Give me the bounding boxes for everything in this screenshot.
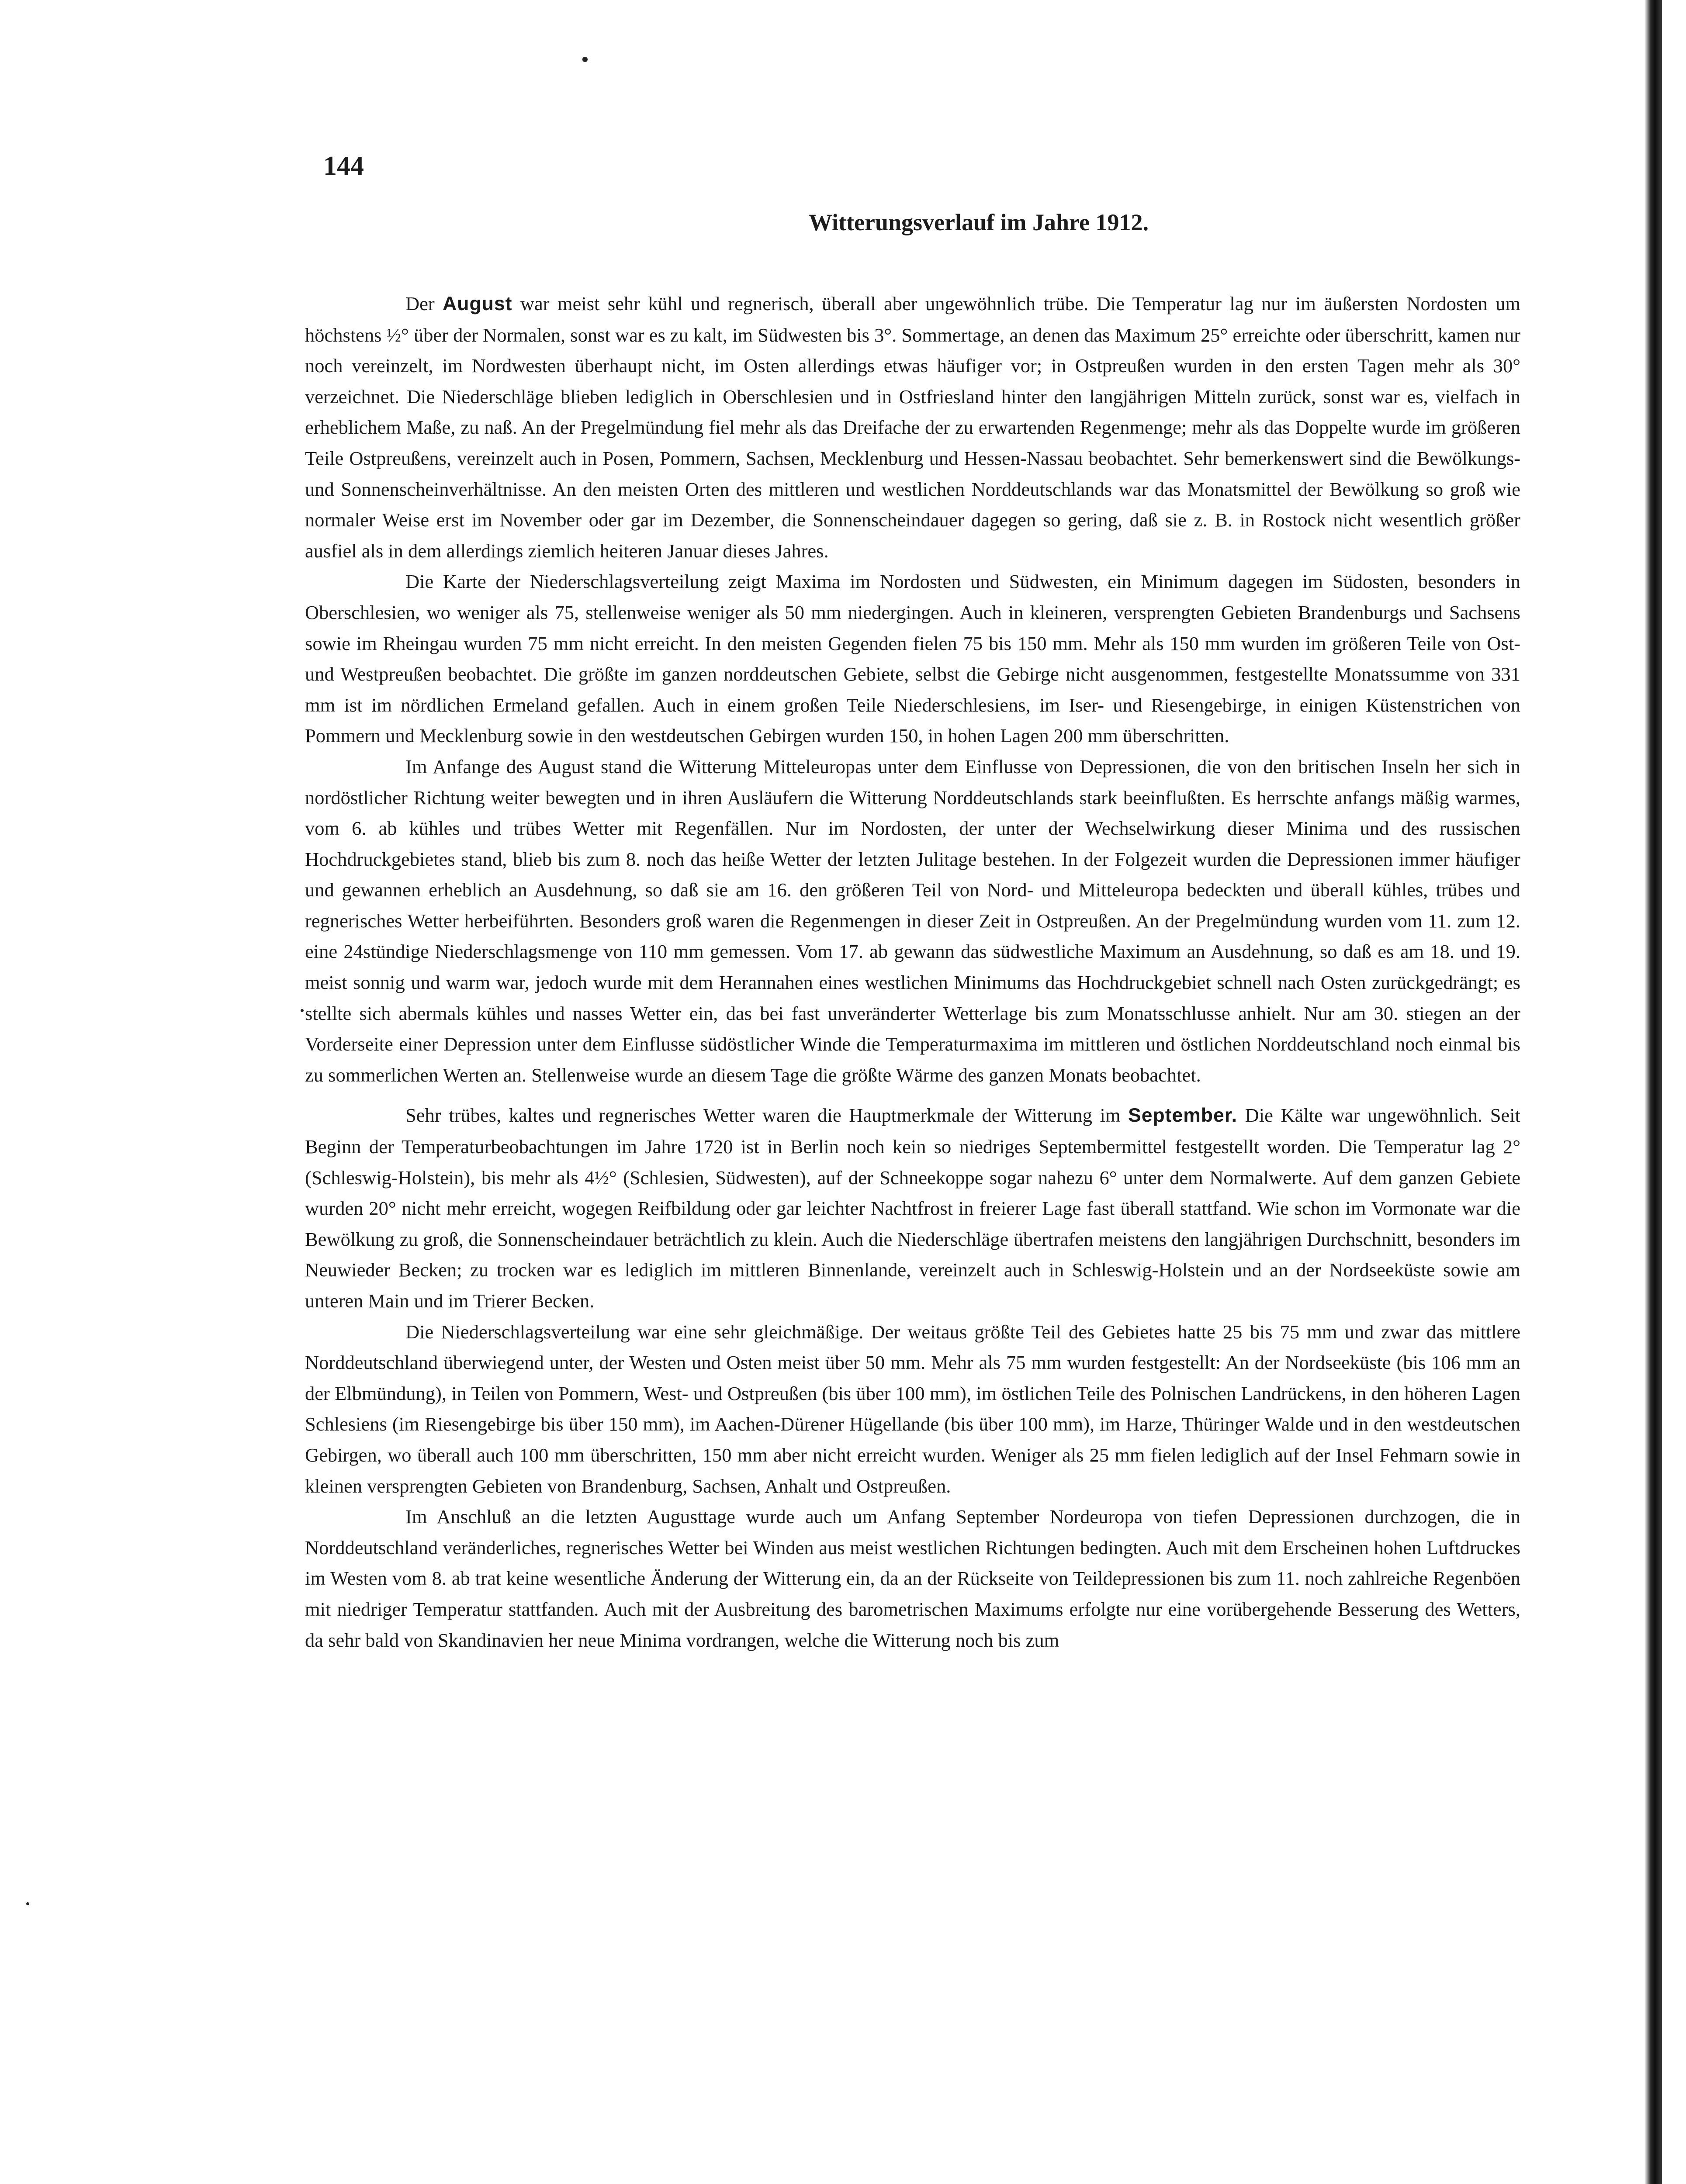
paragraph-september-summary: Sehr trübes, kaltes und regnerisches Wetter waren die Hauptmerkmale der Witterung im September. Die Kälte war ungewöhnlich. Seit Beginn der Temperaturbeobachtungen im Jahre 1720 ist in Berlin noch kein so niedriges Septembermittel festgestellt worden. Die Temperatur lag 2° (Schleswig-Holstein), bis mehr als 4½° (Schlesien, Südwesten), auf der Schneekoppe sogar nahezu 6° unter dem Normalwerte. Auf dem ganzen Gebiete wurden 20° nicht mehr erreicht, wogegen Reifbildung oder gar leichter Nachtfrost in freierer Lage fast überall stattfand. Wie schon im Vormonate war die Bewölkung zu groß, die Sonnenscheindauer beträchtlich zu klein. Auch die Niederschläge übertrafen meistens den langjährigen Durchschnitt, besonders im Neuwieder Becken; zu trocken war es lediglich im mittleren Binnenlande, vereinzelt auch in Schleswig-Holstein und an der Nordseeküste sowie am unteren Main und im Trierer Becken. <box>305 1104 1520 1312</box>
month-september: September. <box>1128 1105 1237 1127</box>
print-speck <box>26 1902 29 1905</box>
print-speck <box>582 57 588 62</box>
text-body <box>305 288 1520 1655</box>
month-august: August <box>443 293 512 314</box>
paragraph-september-precipitation: Die Niederschlagsverteilung war eine sehr gleichmäßige. Der weitaus größte Teil des Gebietes hatte 25 bis 75 mm und zwar das mittlere Norddeutschland überwiegend unter, der Westen und Osten meist über 50 mm. Mehr als 75 mm wurden festgestellt: An der Nordseeküste (bis 106 mm an der Elbmündung), in Teilen von Pommern, West- und Ostpreußen (bis über 100 mm), im östlichen Teile des Polnischen Landrückens, in den höheren Lagen Schlesiens (im Riesengebirge bis über 150 mm), im Aachen-Dürener Hügellande (bis über 100 mm), im Harze, Thüringer Walde und in den westdeutschen Gebirgen, wo überall auch 100 mm überschritten, 150 mm aber nicht erreicht wurden. Weniger als 25 mm fielen lediglich auf der Insel Fehmarn sowie in kleinen versprengten Gebieten von Brandenburg, Sachsen, Anhalt und Ostpreußen. <box>305 1320 1520 1497</box>
binding-edge <box>1644 0 1662 2184</box>
page-number: 144 <box>323 151 364 181</box>
print-speck <box>301 1009 304 1012</box>
page-title: Witterungsverlauf im Jahre 1912. <box>809 209 1149 235</box>
paragraph-august-summary: Der August war meist sehr kühl und regnerisch, überall aber ungewöhnlich trübe. Die Temperatur lag nur im äußersten Nordosten um höchstens ½° über der Normalen, sonst war es zu kalt, im Südwesten bis 3°. Sommertage, an denen das Maximum 25° erreichte oder überschritt, kamen nur noch vereinzelt, im Nordwesten überhaupt nicht, im Osten allerdings etwas häufiger vor; in Ostpreußen wurden in den ersten Tagen mehr als 30° verzeichnet. Die Niederschläge blieben lediglich in Oberschlesien und in Ostfriesland hinter den langjährigen Mitteln zurück, sonst war es, vielfach in erheblichem Maße, zu naß. An der Pregelmündung fiel mehr als das Dreifache der zu erwartenden Regenmenge; mehr als das Doppelte wurde im größeren Teile Ostpreußens, vereinzelt auch in Posen, Pommern, Sachsen, Mecklenburg und Hessen-Nassau beobachtet. Sehr bemerkenswert sind die Bewölkungs- und Sonnenscheinverhältnisse. An den meisten Orten des mittleren und westlichen Norddeutschlands war das Monatsmittel der Bewölkung so groß wie normaler Weise erst im November oder gar im Dezember, die Sonnenscheindauer dagegen so gering, daß sie z. B. in Rostock nicht wesentlich größer ausfiel als in dem allerdings ziemlich heiteren Januar dieses Jahres. <box>305 293 1521 562</box>
paragraph-september-course: Im Anschluß an die letzten Augusttage wurde auch um Anfang September Nordeuropa von tiefen Depressionen durchzogen, die in Norddeutschland veränderliches, regnerisches Wetter bei Winden aus meist westlichen Richtungen bedingten. Auch mit dem Erscheinen hohen Luftdruckes im Westen vom 8. ab trat keine wesentliche Änderung der Witterung ein, da an der Rückseite von Teildepressionen bis zum 11. noch zahlreiche Regenböen mit niedriger Temperatur stattfanden. Auch mit der Ausbreitung des barometrischen Maximums erfolgte nur eine vorübergehende Besserung des Wetters, da sehr bald von Skandinavien her neue Minima vordrangen, welche die Witterung noch bis zum <box>305 1506 1520 1651</box>
paragraph-august-course: Im Anfange des August stand die Witterung Mitteleuropas unter dem Einflusse von Depressionen, die von den britischen Inseln her sich in nordöstlicher Richtung weiter bewegten und in ihren Ausläufern die Witterung Norddeutschlands stark beeinflußten. Es herrschte anfangs mäßig warmes, vom 6. ab kühles und trübes Wetter mit Regenfällen. Nur im Nordosten, der unter der Wechselwirkung dieser Minima und des russischen Hochdruckgebietes stand, blieb bis zum 8. noch das heiße Wetter der letzten Julitage bestehen. In der Folgezeit wurden die Depressionen immer häufiger und gewannen erheblich an Ausdehnung, so daß sie am 16. den größeren Teil von Nord- und Mitteleuropa bedeckten und überall kühles, trübes und regnerisches Wetter herbeiführten. Besonders groß waren die Regenmengen in dieser Zeit in Ostpreußen. An der Pregelmündung wurden vom 11. zum 12. eine 24stündige Niederschlagsmenge von 110 mm gemessen. Vom 17. ab gewann das südwestliche Maximum an Ausdehnung, so daß es am 18. und 19. meist sonnig und warm war, jedoch wurde mit dem Herannahen eines westlichen Minimums das Hochdruckgebiet schnell nach Osten zurückgedrängt; es stellte sich abermals kühles und nasses Wetter ein, das bei fast unveränderter Wetterlage bis zum Monatsschlusse anhielt. Nur am 30. stiegen an der Vorderseite einer Depression unter dem Einflusse südöstlicher Winde die Temperaturmaxima im mittleren und östlichen Norddeutschland noch einmal bis zu sommerlichen Werten an. Stellenweise wurde an diesem Tage die größte Wärme des ganzen Monats beobachtet. <box>305 755 1520 1086</box>
paragraph-august-precipitation: Die Karte der Niederschlagsverteilung zeigt Maxima im Nordosten und Südwesten, ein Minimum dagegen im Südosten, besonders in Oberschlesien, wo weniger als 75, stellenweise weniger als 50 mm niedergingen. Auch in kleineren, versprengten Gebieten Brandenburgs und Sachsens sowie im Rheingau wurden 75 mm nicht erreicht. In den meisten Gegenden fielen 75 bis 150 mm. Mehr als 150 mm wurden im größeren Teile von Ost- und Westpreußen beobachtet. Die größte im ganzen norddeutschen Gebiete, selbst die Gebirge nicht ausgenommen, festgestellte Monatssumme von 331 mm ist im nördlichen Ermeland gefallen. Auch in einem großen Teile Niederschlesiens, im Iser- und Riesengebirge, in einigen Küstenstrichen von Pommern und Mecklenburg sowie in den westdeutschen Gebirgen wurden 150, in hohen Lagen 200 mm überschritten. <box>305 570 1520 747</box>
